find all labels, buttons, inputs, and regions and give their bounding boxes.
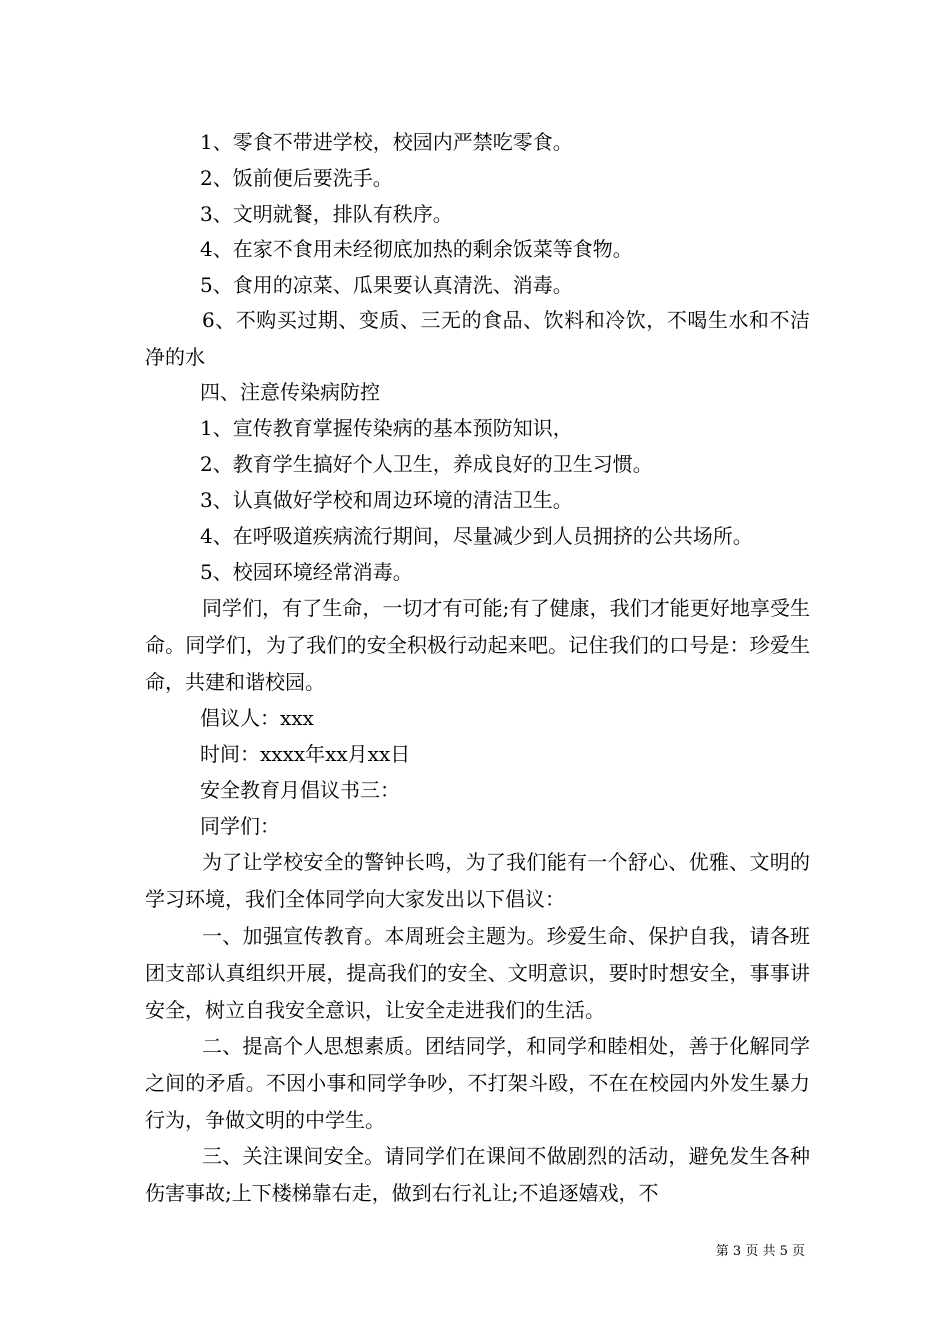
point-3-paragraph: 三、关注课间安全。请同学们在课间不做剧烈的活动，避免发生各种伤害事故;上下楼梯靠右走，做到右行礼让;不追逐嬉戏，不 [145,1144,810,1205]
disease-rule-5: 5、校园环境经常消毒。 [200,560,413,584]
closing-paragraph: 同学们，有了生命，一切才有可能;有了健康，我们才能更好地享受生命。同学们，为了我们的安全积极行动起来吧。记住我们的口号是：珍爱生命，共建和谐校园。 [145,596,810,694]
disease-rule-2: 2、教育学生搞好个人卫生，养成良好的卫生习惯。 [200,452,653,476]
greeting-line: 同学们： [200,814,280,838]
food-rule-5: 5、食用的凉菜、瓜果要认真清洗、消毒。 [200,273,573,297]
disease-rule-3: 3、认真做好学校和周边环境的清洁卫生。 [200,488,573,512]
point-1-paragraph: 一、加强宣传教育。本周班会主题为。珍爱生命、保护自我，请各班团支部认真组织开展，提高我们的安全、文明意识，要时时想安全，事事讲安全，树立自我安全意识，让安全走进我们的生活。 [145,924,810,1022]
disease-rule-4: 4、在呼吸道疾病流行期间，尽量减少到人员拥挤的公共场所。 [200,524,753,548]
section-4-title: 四、注意传染病防控 [200,380,380,404]
disease-rule-1: 1、宣传教育掌握传染病的基本预防知识， [200,416,573,440]
point-2-paragraph: 二、提高个人思想素质。团结同学，和同学和睦相处，善于化解同学之间的矛盾。不因小事和同学争吵，不打架斗殴，不在在校园内外发生暴力行为，争做文明的中学生。 [145,1034,810,1132]
food-rule-3: 3、文明就餐，排队有秩序。 [200,202,453,226]
date-line: 时间：xxxx年xx月xx日 [200,742,411,766]
book-3-title: 安全教育月倡议书三： [200,778,400,802]
food-rule-6: 6、不购买过期、变质、三无的食品、饮料和冷饮，不喝生水和不洁净的水 [145,308,810,369]
food-rule-4: 4、在家不食用未经彻底加热的剩余饭菜等食物。 [200,237,633,261]
food-rule-2: 2、饭前便后要洗手。 [200,166,393,190]
page-number-footer: 第 3 页 共 5 页 [715,1244,805,1259]
intro-paragraph: 为了让学校安全的警钟长鸣，为了我们能有一个舒心、优雅、文明的学习环境，我们全体同学向大家发出以下倡议： [145,850,810,911]
initiator-line: 倡议人：xxx [200,706,314,730]
food-rule-1: 1、零食不带进学校，校园内严禁吃零食。 [200,130,573,154]
